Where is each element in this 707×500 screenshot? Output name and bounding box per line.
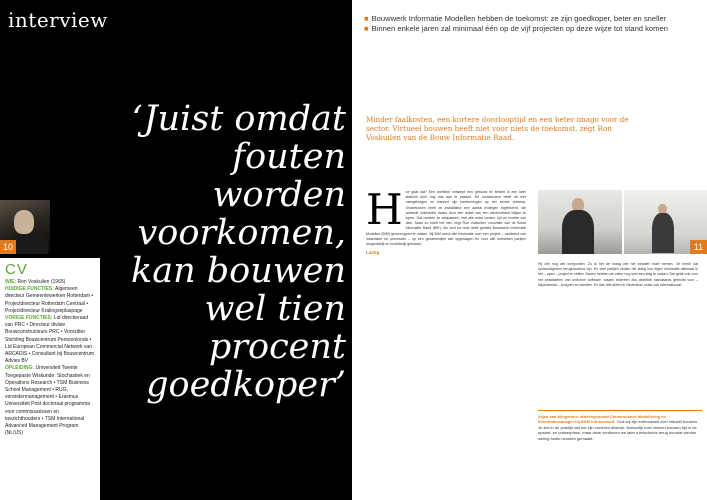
sidebar-heading: Arjan van Wingerden, afdelingshoofd Constructieve Modellering en Informatiemanager bij BAM Infraconsult: <box>538 414 666 425</box>
bullet-item: ■ Bouwwerk Informatie Modellen hebben de toekomst: ze zijn goedkoper, beter en sneller <box>364 14 667 23</box>
photo-man-office <box>538 190 622 254</box>
bullet-icon: ■ <box>364 14 369 23</box>
bullet-icon: ■ <box>364 24 369 33</box>
body-column-1 <box>366 185 526 256</box>
pull-quote: ‘Juist omdat fouten worden voorkomen, kan bouwen wel tien procent goedkoper’ <box>131 99 346 405</box>
portrait-head <box>14 210 34 234</box>
lead-paragraph: Minder faalkosten, een kortere doorlooptijd en een beter imago voor de sector. Virtueel bouwen heeft niet voor niets de toekomst, zegt Ron Voskuilen van de Bouw Informatie Raad. <box>366 115 629 142</box>
cv-line: OPLEIDING: Universiteit Twente Toegepaste Wiskunde: Stochastiek en Operations Research • TSM Business School Management • RUG, verandermanagement • Erasmus Universiteit Post doctoraal programma voor commissarissen en toezichthouders • TSM International Advanced Management Program (NL/US) <box>5 365 91 437</box>
intro-bullets <box>364 14 702 34</box>
bullet-item: ■ Binnen enkele jaren zal minimaal één op de vijf projecten op deze wijze tot stand komen <box>364 24 668 33</box>
sidebar-quote-box <box>538 410 702 441</box>
drop-cap: H <box>366 185 403 234</box>
body-text: oe gaat dat? Een architect ontwerpt een gebouw en bestelt in een later stadium toch nog wat aan te passen. De constructeur heeft dit met meegekregen en baseert zijn berekeningen op het eerste ontwerp. Ondertussen heeft de installateur een aantal leidingen ingetekend, die achteraf onbedoeld dwars door een anker van een windverband blijken te lopen. Dat moeten ze aanpassen, met alle extra kosten, tijd en moeite van dien. Maar zo hoeft het niet, zegt Ron Voskuilen, voorzitter van de Bouw Informatie Raad (BIR), die zich tot doel heeft gesteld Bouwwerk Informatie Modellen (BIM) gemeengoed te maken. Bij BIM wordt alle informatie over een project – variërend van materialen tot processen – op een gezamenlijke site opgeslagen en voor alle betrokken partijen toegankelijk en inzichtelijk gemaakt. <box>366 190 526 247</box>
cv-title: CV <box>5 261 28 278</box>
cv-line: WIE: Ron Voskuilen (1965) <box>5 279 66 285</box>
right-page <box>352 0 707 500</box>
cv-text <box>5 279 95 437</box>
photo-suit <box>652 213 674 253</box>
left-page <box>0 0 352 500</box>
subheading: Lastig <box>366 250 380 256</box>
cv-line: HUIDIGE FUNCTIES: Algemeen directeur Gemeentewerken Rotterdam • Projectdirecteur Rotterdam Centraal • Projectdirecteur Kralingseplaspage <box>5 286 94 314</box>
photo-suit <box>562 210 594 254</box>
section-label: interview <box>8 8 108 32</box>
body-column-2: Hij ziet nog wel knelpunten. Zo is het de vraag wie het initiatief moet nemen. 'Je merkt dat opdrachtgevers terughoudend zijn. En veel partijen vinden het lastig hun eigen informatie allemaal in het – open – project te zetten. Daarin hebben we zeker nog veel een slag te maken. Dat geldt ook voor het ontwikkelen van uniforme software, waarin iedereen dus dezelfde standaards gebruikt voor – bijvoorbeeld – kozijnen en wanden. En dan niet alleen in Nederland, maar ook internationaal.' <box>538 262 698 287</box>
cv-box <box>0 258 100 500</box>
cv-line: VORIGE FUNCTIES: Lid directieraad van PRC • Directeur divisie Bouwconstructeurs PRC • Voorzitter Stichting Bouwcentrum Persoonlonds • Lid European Commercial Network van ARCADIS • Consultant bij Bouwcentrum Advies BV <box>5 315 95 365</box>
page-number-left: 10 <box>0 240 16 254</box>
page-number-right: 11 <box>690 240 707 254</box>
sidebar-text: 'Ook wij zijn enthousiast over virtueel bouwen. Je ziet in de praktijk dat het zijn vruchten afwerpt. Natuurlijk kost virtueel bouwen tijd in de opstart- en ontwerpfase, maar deze verdienen we later ruimschoots terug doordat slechts weinig fouten worden gemaakt.' <box>538 419 699 441</box>
